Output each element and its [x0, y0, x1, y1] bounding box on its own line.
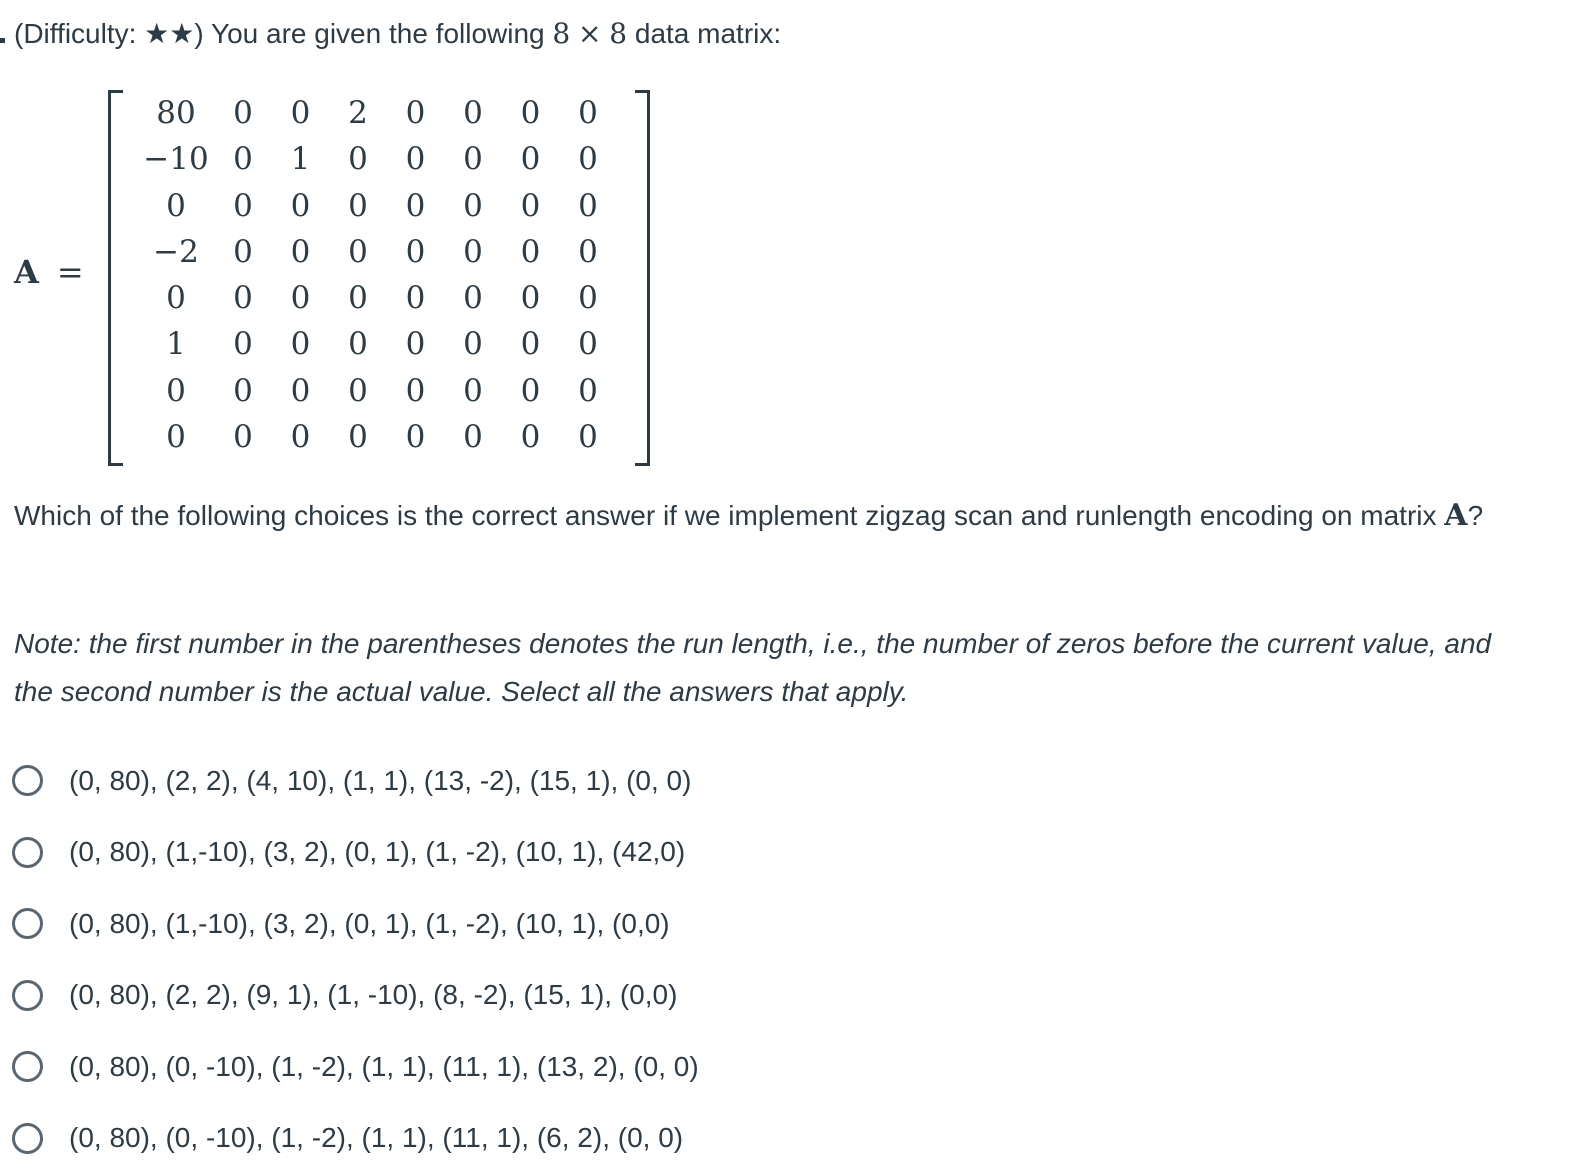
matrix-cell: 0	[329, 321, 387, 367]
matrix-cell: 1	[138, 321, 214, 367]
answer-option-label[interactable]: (0, 80), (2, 2), (9, 1), (1, -10), (8, -2), (15, 1), (0,0)	[69, 979, 677, 1011]
matrix-cell: 0	[214, 90, 272, 136]
answer-option-label[interactable]: (0, 80), (0, -10), (1, -2), (1, 1), (11, 1), (6, 2), (0, 0)	[69, 1122, 683, 1154]
matrix-cell: 0	[502, 321, 559, 367]
matrix-cell: 0	[387, 183, 444, 229]
answer-option-label[interactable]: (0, 80), (1,-10), (3, 2), (0, 1), (1, -2), (10, 1), (0,0)	[69, 908, 670, 940]
answer-option-label[interactable]: (0, 80), (2, 2), (4, 10), (1, 1), (13, -2), (15, 1), (0, 0)	[69, 765, 691, 797]
matrix-cell: 0	[329, 136, 387, 182]
radio-button[interactable]	[12, 837, 43, 868]
radio-button[interactable]	[12, 908, 43, 939]
matrix-cell: 0	[444, 90, 502, 136]
matrix-cell: 0	[502, 229, 559, 275]
matrix-cell: 0	[329, 183, 387, 229]
matrix-cell: 0	[214, 183, 272, 229]
matrix-right-bracket	[635, 90, 650, 466]
matrix-cell: 0	[272, 321, 329, 367]
matrix-cell: −2	[138, 229, 214, 275]
data-matrix	[108, 90, 650, 462]
matrix-cell: 0	[272, 90, 329, 136]
matrix-cell: 0	[214, 136, 272, 182]
matrix-cell: 0	[559, 183, 617, 229]
matrix-cell: 0	[502, 90, 559, 136]
matrix-grid	[138, 90, 617, 460]
matrix-cell: 0	[387, 229, 444, 275]
matrix-cell: 0	[138, 275, 214, 321]
matrix-dim-rows: 8	[552, 17, 570, 50]
equals-sign: =	[57, 253, 84, 291]
answer-option-label[interactable]: (0, 80), (0, -10), (1, -2), (1, 1), (11, 1), (13, 2), (0, 0)	[69, 1051, 699, 1083]
matrix-cell: 0	[559, 90, 617, 136]
matrix-cell: 0	[444, 183, 502, 229]
matrix-left-bracket	[108, 90, 123, 466]
matrix-cell: 0	[444, 368, 502, 414]
matrix-cell: 0	[444, 414, 502, 460]
matrix-cell: 0	[214, 414, 272, 460]
matrix-cell: −10	[138, 136, 214, 182]
answer-option[interactable]	[12, 1031, 699, 1103]
matrix-cell: 0	[272, 229, 329, 275]
matrix-cell: 0	[502, 414, 559, 460]
matrix-cell: 0	[138, 183, 214, 229]
matrix-cell: 0	[559, 368, 617, 414]
matrix-cell: 0	[329, 368, 387, 414]
matrix-cell: 0	[502, 368, 559, 414]
matrix-cell: 0	[214, 321, 272, 367]
matrix-cell: 0	[559, 229, 617, 275]
matrix-cell: 0	[138, 414, 214, 460]
prompt-matrix-symbol: A	[1444, 498, 1467, 533]
matrix-cell: 0	[387, 368, 444, 414]
answer-option-label[interactable]: (0, 80), (1,-10), (3, 2), (0, 1), (1, -2), (10, 1), (42,0)	[69, 836, 685, 868]
answer-option[interactable]	[12, 745, 699, 817]
matrix-cell: 0	[444, 136, 502, 182]
times-symbol: ×	[578, 17, 601, 50]
answer-option[interactable]	[12, 817, 699, 889]
matrix-cell: 0	[387, 136, 444, 182]
matrix-label	[14, 250, 84, 294]
matrix-cell: 0	[559, 414, 617, 460]
matrix-cell: 0	[272, 275, 329, 321]
matrix-cell: 0	[559, 136, 617, 182]
matrix-cell: 0	[272, 368, 329, 414]
question-prompt	[14, 492, 1514, 540]
radio-button[interactable]	[12, 980, 43, 1011]
answer-options	[12, 745, 699, 1174]
matrix-cell: 0	[444, 321, 502, 367]
question-note	[14, 620, 1514, 716]
matrix-cell: 0	[138, 368, 214, 414]
matrix-cell: 0	[214, 368, 272, 414]
matrix-cell: 0	[272, 414, 329, 460]
matrix-cell: 2	[329, 90, 387, 136]
matrix-cell: 0	[444, 275, 502, 321]
matrix-cell: 0	[387, 321, 444, 367]
matrix-cell: 0	[387, 275, 444, 321]
matrix-cell: 0	[329, 414, 387, 460]
matrix-symbol: A	[14, 253, 39, 291]
matrix-cell: 0	[502, 136, 559, 182]
header-prefix: (Difficulty: ★★) You are given the following	[14, 18, 552, 49]
matrix-cell: 0	[444, 229, 502, 275]
prompt-end: ?	[1468, 500, 1484, 531]
matrix-cell: 1	[272, 136, 329, 182]
matrix-cell: 0	[502, 275, 559, 321]
header-suffix: data matrix:	[627, 18, 781, 49]
matrix-cell: 0	[272, 183, 329, 229]
matrix-cell: 0	[214, 229, 272, 275]
question-bullet	[0, 38, 5, 43]
matrix-cell: 0	[559, 321, 617, 367]
answer-option[interactable]	[12, 888, 699, 960]
radio-button[interactable]	[12, 1123, 43, 1154]
matrix-cell: 0	[559, 275, 617, 321]
answer-option[interactable]	[12, 1103, 699, 1174]
radio-button[interactable]	[12, 765, 43, 796]
note-text: Note: the first number in the parentheses denotes the run length, i.e., the number of zeros before the current value, and the second number is the actual value. Select all the answers that apply.	[14, 628, 1491, 707]
radio-button[interactable]	[12, 1051, 43, 1082]
matrix-cell: 0	[329, 275, 387, 321]
matrix-cell: 0	[387, 414, 444, 460]
question-header	[14, 14, 781, 54]
matrix-cell: 80	[138, 90, 214, 136]
matrix-dim-cols: 8	[609, 17, 627, 50]
answer-option[interactable]	[12, 960, 699, 1032]
matrix-cell: 0	[502, 183, 559, 229]
matrix-cell: 0	[387, 90, 444, 136]
matrix-cell: 0	[329, 229, 387, 275]
prompt-text: Which of the following choices is the correct answer if we implement zigzag scan and runlength encoding on matrix	[14, 500, 1444, 531]
matrix-cell: 0	[214, 275, 272, 321]
